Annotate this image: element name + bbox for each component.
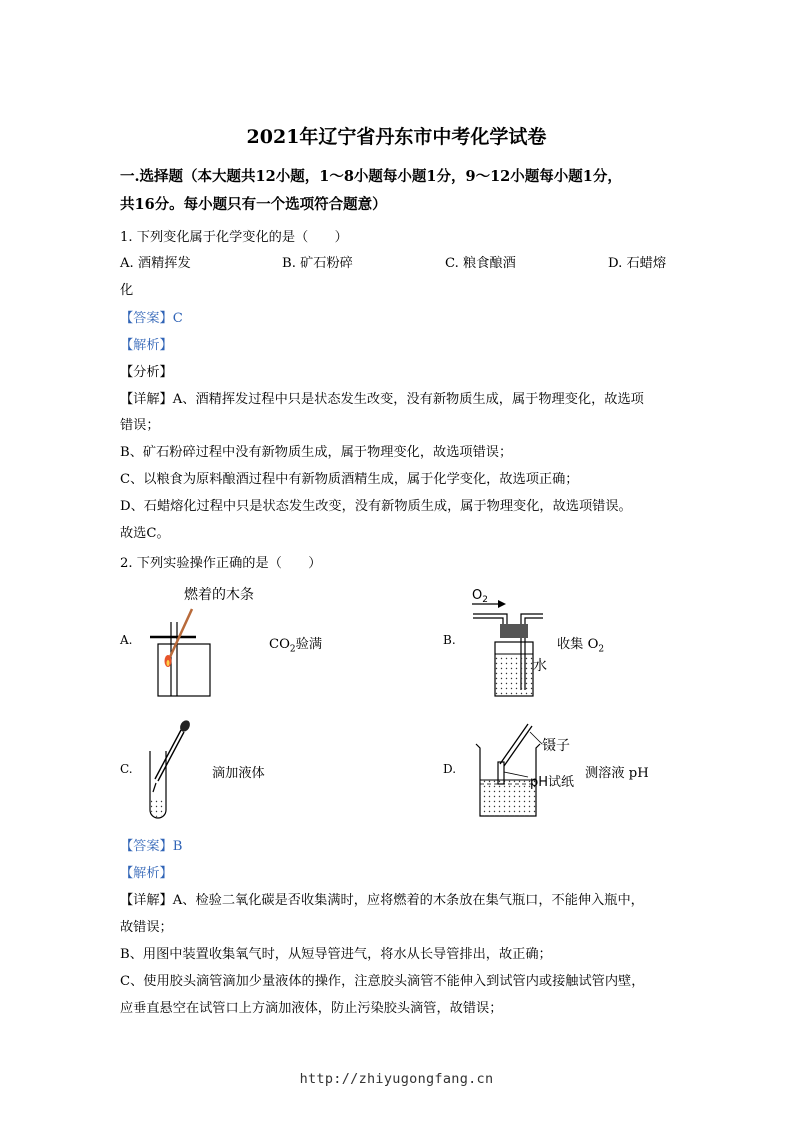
q1-option-c: C. 粮食酿酒 [445, 256, 516, 271]
burning-stick-label: 燃着的木条 [184, 587, 254, 603]
q1-fenxi: 【分析】 [120, 365, 173, 380]
page-title: 2021年辽宁省丹东市中考化学试卷 [246, 126, 547, 148]
co2-check-figure [140, 582, 270, 702]
q2-jiexi: 【解析】 [120, 866, 173, 881]
q1-detail-line: D、石蜡熔化过程中只是状态发生改变，没有新物质生成，属于物理变化，故选项错误。 [120, 499, 632, 514]
burning-stick [170, 609, 192, 657]
q2-detail-line: B、用图中装置收集氧气时，从短导管进气，将水从长导管排出，故正确； [120, 947, 552, 962]
collect-oxygen-figure [465, 582, 560, 702]
q2-c-caption: 滴加液体 [212, 766, 265, 781]
q1-stem: 1. 下列变化属于化学变化的是（ ） [120, 230, 348, 245]
tweezers-label: 镊子 [542, 738, 570, 754]
q1-option-d: D. 石蜡熔 [608, 256, 667, 271]
ph-paper-label: pH试纸 [530, 775, 575, 790]
q1-option-d-wrap: 化 [120, 283, 134, 298]
q1-detail-line: 【详解】A、酒精挥发过程中只是状态发生改变，没有新物质生成，属于物理变化，故选项 [120, 392, 644, 407]
q1-detail-line: 错误； [120, 418, 160, 433]
q1-option-b: B. 矿石粉碎 [282, 256, 353, 271]
q2-detail-line: 【详解】A、检验二氧化碳是否收集满时，应将燃着的木条放在集气瓶口，不能伸入瓶中， [120, 893, 644, 908]
rubber-stopper [500, 624, 528, 638]
q1-detail-line: B、矿石粉碎过程中没有新物质生成，属于物理变化，故选项错误； [120, 445, 513, 460]
q2-option-a-letter: A. [120, 633, 133, 647]
q1-detail-line: 故选C。 [120, 526, 170, 541]
gas-jar [158, 644, 210, 696]
q2-d-caption: 测溶液 pH [585, 766, 649, 781]
dropper-figure [140, 715, 210, 825]
q2-stem: 2. 下列实验操作正确的是（ ） [120, 556, 322, 571]
water-label: 水 [533, 658, 547, 674]
q1-detail-line: C、以粮食为原料酿酒过程中有新物质酒精生成，属于化学变化，故选项正确； [120, 472, 579, 487]
q2-option-c-letter: C. [120, 762, 133, 776]
q1-jiexi: 【解析】 [120, 338, 173, 353]
oxygen-label: $O_2$ [472, 588, 488, 605]
q1-answer: 【答案】C [120, 311, 183, 326]
q1-option-a: A. 酒精挥发 [120, 256, 191, 271]
q2-b-caption: 收集 $O_2$ [557, 637, 605, 655]
q2-answer: 【答案】B [120, 839, 183, 854]
ph-test-figure [468, 720, 583, 820]
dropper [158, 732, 184, 781]
q2-a-caption: $CO_2$验满 [269, 637, 323, 655]
q2-option-d-letter: D. [443, 762, 457, 776]
footer-url[interactable]: http://zhiyugongfang.cn [299, 1071, 494, 1087]
section-heading-line1: 一.选择题（本大题共12小题，1～8小题每小题1分，9～12小题每小题1分， [120, 168, 622, 185]
section-heading-line2: 共16分。每小题只有一个选项符合题意） [120, 196, 387, 213]
q2-detail-line: 故错误； [120, 920, 173, 935]
q2-detail-line: 应垂直悬空在试管口上方滴加液体，防止污染胶头滴管，故错误； [120, 1001, 503, 1016]
q2-detail-line: C、使用胶头滴管滴加少量液体的操作，注意胶头滴管不能伸入到试管内或接触试管内壁， [120, 974, 645, 989]
tweezers [500, 724, 528, 764]
q2-option-b-letter: B. [443, 633, 456, 647]
